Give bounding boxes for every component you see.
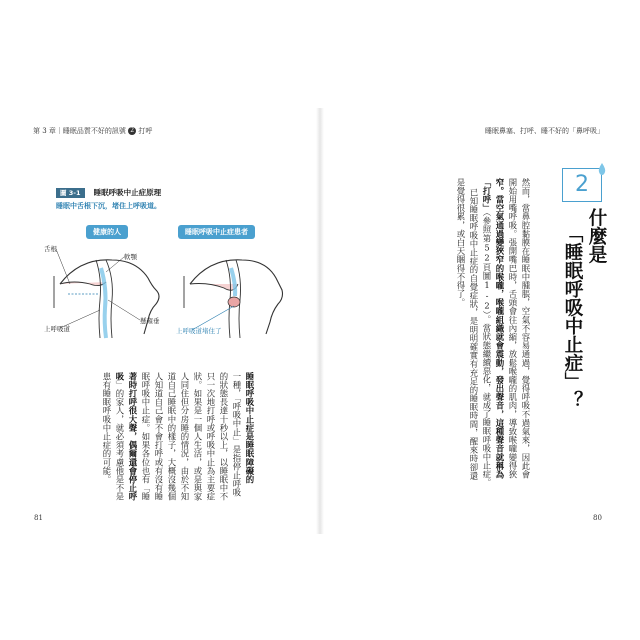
left-body-col-10: 著時打呼很大聲，偶爾還會停止呼 <box>128 372 138 501</box>
label-soft-palate: 軟顎 <box>124 253 137 261</box>
left-body-col-3: 的狀態長達十秒以上，以睡眠中不 <box>219 372 229 501</box>
airway-illustration <box>40 238 285 348</box>
label-airway: 上呼吸道 <box>44 325 70 333</box>
chapter-circle-number: 2 <box>128 127 136 135</box>
right-body-text <box>454 178 532 487</box>
label-airway-blocked: 上呼吸道堵住了 <box>176 327 222 335</box>
left-body-col-7: 道自己睡眠中的樣子，大概沒幾個 <box>167 372 177 501</box>
right-page-header: 睡眠鼻塞、打呼、睡不好的「鼻呼吸」 <box>485 127 604 135</box>
left-body-col-9: 眠呼吸中止症。如果各位也有「睡 <box>141 372 151 501</box>
left-body-text <box>100 372 256 514</box>
right-body-col-3: 窄。當空氣通過變狹窄的喉嚨，喉嚨組織就會震動，發出聲音，這種聲音就稱為 <box>495 178 505 479</box>
right-body-col-1: 然而，當鼻腔黏膜在睡眠中腫脹，空氣不容易通過，覺得呼吸不過氣來，因此會 <box>521 178 531 479</box>
right-page-number: 80 <box>593 514 602 522</box>
book-gutter <box>316 108 324 534</box>
healthy-tab: 健康的人 <box>86 225 128 239</box>
left-body-col-5: 狀。如果是一個人生活，或是與家 <box>193 372 203 501</box>
left-body-col-8: 人知道自己會不會打呼或有沒有睡 <box>154 372 164 501</box>
right-body-col-2: 開始用嘴呼吸。張開嘴巴時，舌頭會往內縮，放鬆喉嚨的肌肉，導致喉嚨變得狹 <box>508 178 518 479</box>
figure-heading <box>56 180 161 199</box>
patient-tab: 睡眠呼吸中止症患者 <box>178 225 255 239</box>
chapter-number-box <box>562 168 602 202</box>
left-header-suffix: 打呼 <box>138 127 153 135</box>
left-body-col-1: 睡眠呼吸中止症是睡眠障礙的 <box>245 372 255 484</box>
left-page-number: 81 <box>34 514 43 522</box>
left-header-prefix: 第 3 章｜睡眠品質不好的訊號 <box>33 127 126 135</box>
label-uvula: 懸雍垂 <box>140 317 160 325</box>
right-body-col-4: 「打呼」（參照第52頁圖1-2）。當狀態繼續惡化，就成了睡眠呼吸中止症。 <box>482 178 492 487</box>
section-title-top: 什麼是 <box>586 208 607 264</box>
figure-tag: 圖 3-1 <box>56 188 85 198</box>
right-body-col-6: 是覺得很累，或白天睏得不得了。 <box>456 178 466 307</box>
water-drop-icon <box>597 162 607 176</box>
section-title-main: 「睡眠呼吸中止症」？ <box>562 224 583 409</box>
left-body-col-2: 一種，「呼吸中止」是指停止呼吸 <box>232 372 242 497</box>
left-body-col-11: 吸」的家人，就必須考慮他是不是 <box>115 372 125 501</box>
left-body-col-4: 只一次地打呼或呼吸中止為主要症 <box>206 372 216 501</box>
chapter-number: 2 <box>575 172 589 197</box>
figure-subtitle: 睡眠中舌根下沉，堵住上呼吸道。 <box>56 202 161 210</box>
left-body-col-6: 人同住但分房睡的情況，由於不知 <box>180 372 190 501</box>
left-body-col-12: 患有睡眠呼吸中止症的可能。 <box>102 372 112 484</box>
left-page-header <box>33 126 152 136</box>
figure-title: 睡眠呼吸中止症原理 <box>93 188 162 197</box>
right-body-col-5: 已知睡眠呼吸中止症的自覺症狀，是明明確實有充足的睡眠時間，醒來時卻還 <box>469 188 479 481</box>
section-title <box>560 208 608 408</box>
label-tongue: 舌根 <box>44 245 57 253</box>
